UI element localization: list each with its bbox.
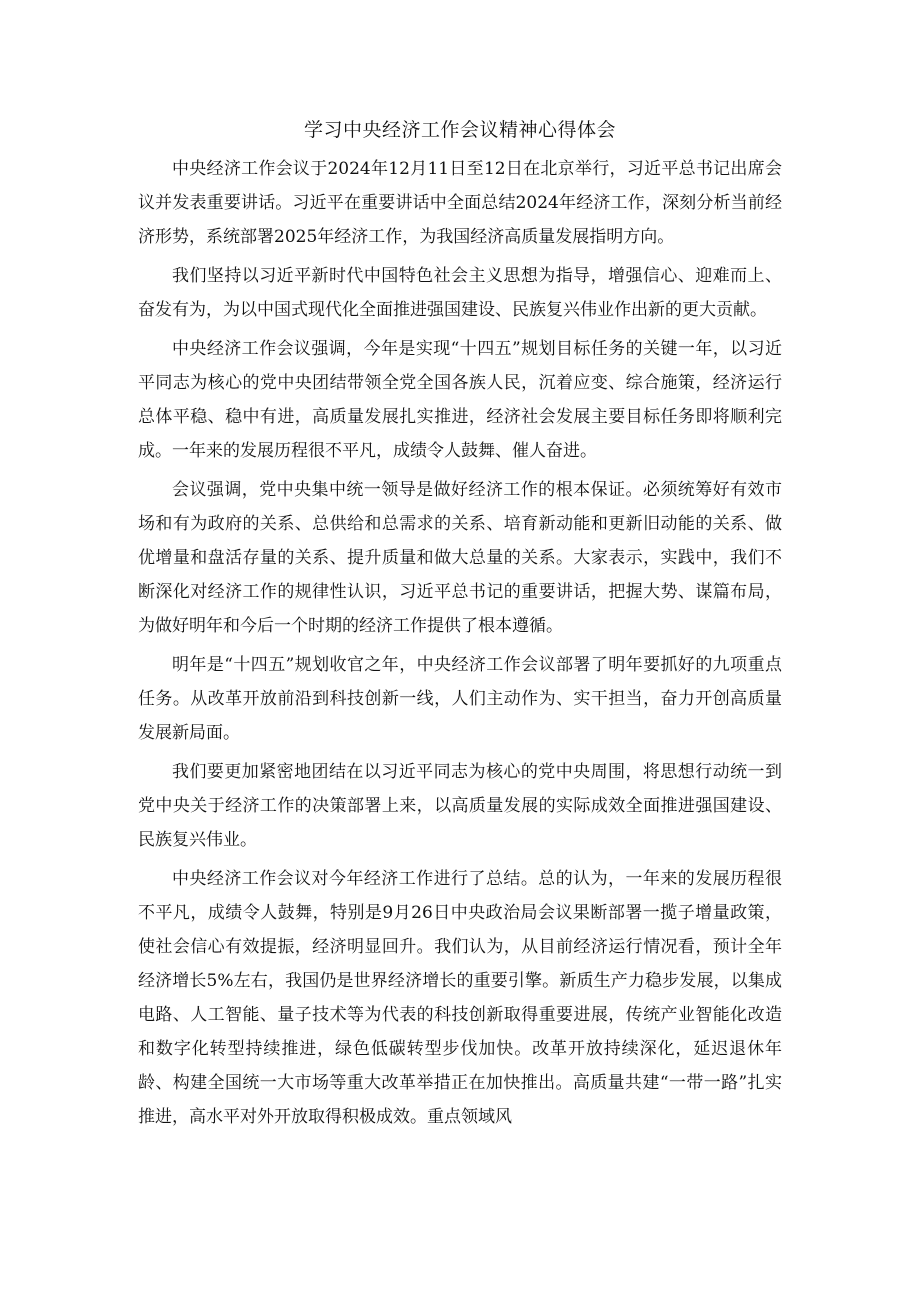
paragraph: 中央经济工作会议强调，今年是实现“十四五”规划目标任务的关键一年，以习近平同志为核心的党中央团结带领全党全国各族人民，沉着应变、综合施策，经济运行总体平稳、稳中有进，高质量发展扎实推进，经济社会发展主要目标任务即将顺利完成。一年来的发展历程很不平凡，成绩令人鼓舞、催人奋进。 bbox=[138, 339, 782, 461]
paragraph: 中央经济工作会议对今年经济工作进行了总结。总的认为，一年来的发展历程很不平凡，成绩令人鼓舞，特别是9月26日中央政治局会议果断部署一揽子增量政策，使社会信心有效提振，经济明显回升。我们认为，从目前经济运行情况看，预计全年经济增长5%左右，我国仍是世界经济增长的重要引擎。新质生产力稳步发展，以集成电路、人工智能、量子技术等为代表的科技创新取得重要进展，传统产业智能化改造和数字化转型持续推进，绿色低碳转型步伐加快。改革开放持续深化，延迟退休年龄、构建全国统一大市场等重大改革举措正在加快推出。高质量共建“一带一路”扎实推进，高水平对外开放取得积极成效。重点领域风 bbox=[138, 869, 782, 1127]
paragraph: 会议强调，党中央集中统一领导是做好经济工作的根本保证。必须统筹好有效市场和有为政府的关系、总供给和总需求的关系、培育新动能和更新旧动能的关系、做优增量和盘活存量的关系、提升质量和做大总量的关系。大家表示，实践中，我们不断深化对经济工作的规律性认识，习近平总书记的重要讲话，把握大势、谋篇布局，为做好明年和今后一个时期的经济工作提供了根本遵循。 bbox=[138, 480, 782, 636]
paragraph: 我们坚持以习近平新时代中国特色社会主义思想为指导，增强信心、迎难而上、奋发有为，为以中国式现代化全面推进强国建设、民族复兴伟业作出新的更大贡献。 bbox=[138, 266, 782, 320]
document-body bbox=[138, 152, 782, 1139]
paragraph: 中央经济工作会议于2024年12月11日至12日在北京举行，习近平总书记出席会议并发表重要讲话。习近平在重要讲话中全面总结2024年经济工作，深刻分析当前经济形势，系统部署2025年经济工作，为我国经济高质量发展指明方向。 bbox=[138, 159, 782, 247]
document-title: 学习中央经济工作会议精神心得体会 bbox=[303, 119, 616, 141]
paragraph: 明年是“十四五”规划收官之年，中央经济工作会议部署了明年要抓好的九项重点任务。从改革开放前沿到科技创新一线，人们主动作为、实干担当，奋力开创高质量发展新局面。 bbox=[138, 655, 782, 743]
paragraph: 我们要更加紧密地团结在以习近平同志为核心的党中央周围，将思想行动统一到党中央关于经济工作的决策部署上来，以高质量发展的实际成效全面推进强国建设、民族复兴伟业。 bbox=[138, 762, 782, 850]
